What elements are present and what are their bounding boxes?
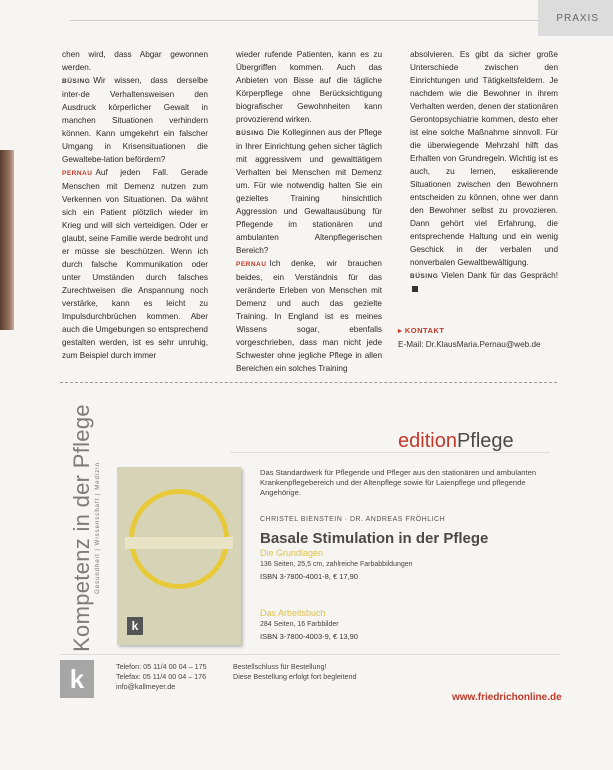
paragraph-text: absolvieren. Es gibt da sicher große Unterschiede zwischen den Einrichtungen und Tätigkeitsfeldern. Je nachdem wie die Bewohner in ihrem Verhalten werden, denen der stationären Gerontopsychiatrie kommen, desto eher ist eine solche Maßnahme sinnvoll. Für die überwiegende Mehrzahl hilft das Erhalten von Grundregeln. Wichtig ist es auch, zu lernen, eskalierende Situationen zwischen den Bewohnern entscheiden zu können, ohne wer dann den Bewohner selbst zu provozieren. Dann gehört viel Erfahrung, die entsprechende Haltung und ein wenig Geschick in der verbalen und nonverbalen Gewaltbewältigung. xyxy=(410,50,558,267)
ad-vertical-subtitle: Gesundheit | Wissenschaft | Medizin xyxy=(95,462,101,594)
book-authors: CHRISTEL BIENSTEIN · DR. ANDREAS FRÖHLICH xyxy=(260,516,446,523)
book-cover-band xyxy=(125,537,233,549)
article-paragraph xyxy=(62,74,208,166)
paragraph-text: Wir wissen, dass derselbe inter-de Verhaltensweisen den Ausdruck körperlicher Gewalt in manchen Situationen verhindern können. Kann umgekehrt ein falscher Umgang in Krisensituationen die Gewaltebe-lation befördern? xyxy=(62,76,208,164)
paragraph-text: Die Kolleginnen aus der Pflege in Ihrer Einrichtung gehen sicher täglich mit aggressivem und gewalttätigem Verhalten bei Menschen mit Demenz um. Für wie notwendig halten Sie ein gezieltes Training hinsichtlich Aggression und Gewaltausübung für Pflegende im stationären und ambulanten Altenpflegerischen Bereich? xyxy=(236,128,382,255)
kontakt-heading: ▸ KONTAKT xyxy=(398,326,445,335)
book-cover[interactable] xyxy=(117,467,241,645)
article-paragraph xyxy=(62,48,208,74)
paragraph-text: wieder rufende Patienten, kann es zu Übergriffen kommen. Auch das Anbieten von Bisse auf die tägliche Körperpflege ohne Berücksichtigung biografischer Gewohnheiten kann provozierend wirken. xyxy=(236,50,382,124)
speaker-label: PERNAU xyxy=(236,261,267,268)
kontakt-email[interactable]: E-Mail: Dr.KlausMaria.Pernau@web.de xyxy=(398,340,541,349)
schedule-line-2: Diese Bestellung erfolgt fort begleitend xyxy=(233,672,357,681)
photo-edge xyxy=(0,150,14,330)
brand-part-2: Pflege xyxy=(456,430,514,452)
ad-bottom-rule xyxy=(60,654,560,655)
kontakt-label: KONTAKT xyxy=(404,326,445,335)
ad-contact xyxy=(116,662,207,692)
ad-vertical-text xyxy=(69,383,101,673)
schedule-line-1: Bestellschluss für Bestellung! xyxy=(233,662,327,671)
article-paragraph xyxy=(410,269,558,296)
end-mark-icon xyxy=(412,286,418,292)
speaker-label: PERNAU xyxy=(62,170,93,177)
speaker-label: BÜSING xyxy=(410,273,439,280)
article-paragraph xyxy=(62,166,208,362)
speaker-label: BÜSING xyxy=(236,130,265,137)
ad-schedule xyxy=(233,662,356,682)
book-publisher-icon: k xyxy=(127,617,143,635)
brand-part-1: edition xyxy=(398,430,457,452)
edition-2-label: Das Arbeitsbuch xyxy=(260,608,326,618)
section-divider xyxy=(60,382,557,383)
contact-phone: Telefon: 05 11/4 00 04 – 175 xyxy=(116,662,207,671)
article-paragraph xyxy=(236,126,382,257)
book-title: Basale Stimulation in der Pflege xyxy=(260,530,489,547)
ad-website-link[interactable]: www.friedrichonline.de xyxy=(452,692,562,703)
brand-logo xyxy=(398,430,514,453)
article-column-1 xyxy=(62,48,208,362)
paragraph-text: Vielen Dank für das Gespräch! xyxy=(441,271,558,280)
advertisement xyxy=(60,392,560,760)
edition-1-spec: 136 Seiten, 25,5 cm, zahlreiche Farbabbildungen xyxy=(260,561,413,568)
contact-email[interactable]: info@kallmeyer.de xyxy=(116,682,176,691)
paragraph-text: Ich denke, wir brauchen beides, ein Verständnis für das veränderte Erleben von Menschen mit Demenz und auch das gezielte Training. In England ist es meines Wissens sogar, ebenfalls vorgeschrieben, dass man nicht jede Schwester ohne jegliche Pflege in allen Bereichen ein solches Training xyxy=(236,259,382,373)
article-paragraph xyxy=(410,48,558,269)
ad-vertical-title: Kompetenz in der Pflege xyxy=(69,404,94,652)
paragraph-text: Auf jeden Fall. Gerade Menschen mit Demenz nutzen zum Verkennen von Situationen. Da wähnt sich ein Patient plötzlich wieder im Krieg und will sich verteidigen. Oder er glaubt, seine Familie werde bedroht und er müsse sie beschützen. Wenn ich durch falsche Kommunikation oder unter Umständen durch falsches Zurechtweisen die Anspannung noch verstärke, kann es leicht zu Impulsdurchbrüchen kommen. Aber auch die Umgebungen so entsprechend gestalten werden, ist es sehr unruhig, zum Beispiel durch immer xyxy=(62,168,208,360)
publisher-logo-icon: k xyxy=(60,660,94,698)
article-column-2 xyxy=(236,48,382,375)
section-label: PRAXIS xyxy=(556,13,599,24)
edition-1-isbn: ISBN 3-7800-4001-8, € 17,90 xyxy=(260,572,358,581)
ad-vertical-band xyxy=(60,392,100,682)
paragraph-text: chen wird, dass Abgar gewonnen werden. xyxy=(62,50,208,72)
header-rule xyxy=(70,20,543,21)
article-paragraph xyxy=(236,257,382,375)
edition-1-label: Die Grundlagen xyxy=(260,548,324,558)
article-column-3 xyxy=(410,48,558,296)
edition-2-isbn: ISBN 3-7800-4003-9, € 13,90 xyxy=(260,632,358,641)
section-header xyxy=(0,0,613,36)
edition-2-spec: 284 Seiten, 16 Farbbilder xyxy=(260,621,339,628)
speaker-label: BÜSING xyxy=(62,78,91,85)
contact-fax: Telefax: 05 11/4 00 04 – 176 xyxy=(116,672,207,681)
ad-blurb: Das Standardwerk für Pflegende und Pfleger aus den stationären und ambulanten Krankenpflegebereich und der Altenpflege sowie für Laienpflege und pflegende Angehörige. xyxy=(260,468,537,497)
section-tab xyxy=(538,0,613,36)
article-paragraph xyxy=(236,48,382,126)
